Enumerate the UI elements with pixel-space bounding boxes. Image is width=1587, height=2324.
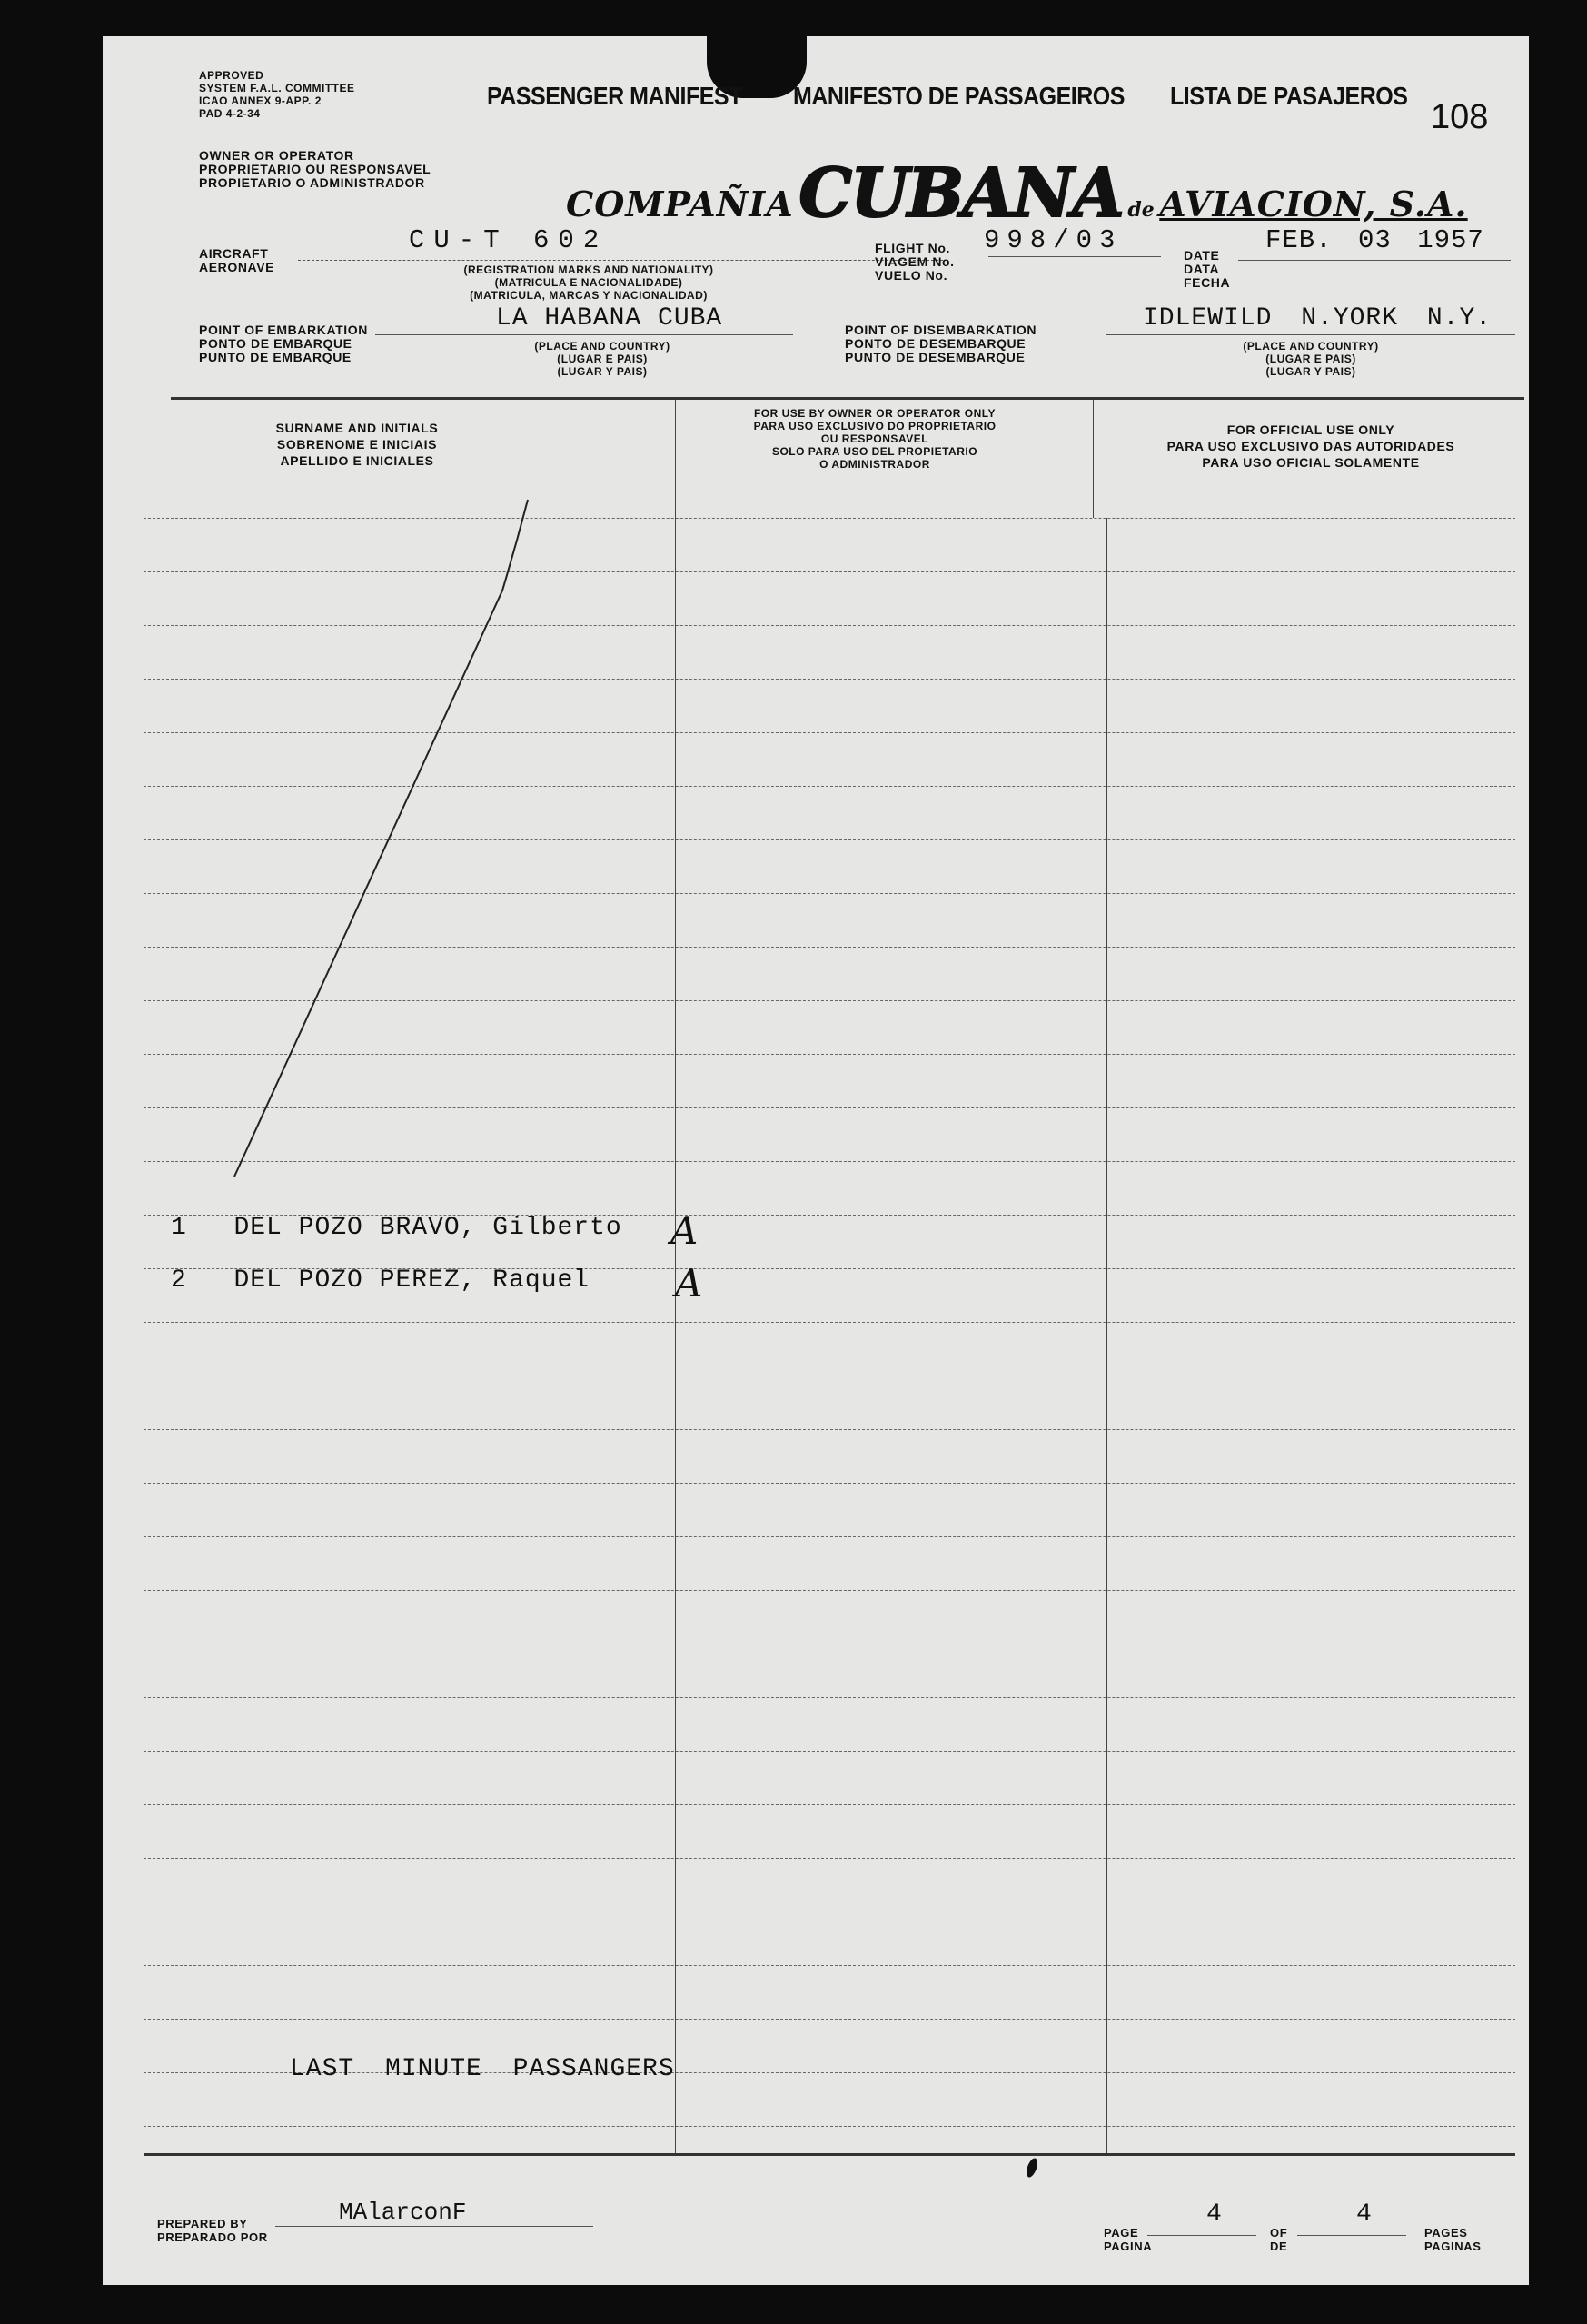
embarkation-label-es: PUNTO DE EMBARQUE [199, 350, 352, 364]
logo-de: de [1127, 198, 1155, 222]
aircraft-sub-2: (MATRICULA E NACIONALIDADE) [494, 276, 683, 289]
passenger-number: 2 [171, 1266, 187, 1295]
page-label-es: PAGINA [1104, 2240, 1153, 2253]
aircraft-sub-1: (REGISTRATION MARKS AND NATIONALITY) [463, 263, 714, 276]
date-label-es: FECHA [1184, 275, 1231, 290]
passenger-name: DEL POZO BRAVO, Gilberto [233, 1214, 622, 1242]
prepared-label-en: PREPARED BY [157, 2217, 248, 2230]
flight-label-pt: VIAGEM No. [875, 254, 955, 269]
logo-compania: COMPAÑIA [566, 184, 794, 224]
last-minute-passengers-note: LAST MINUTE PASSANGERS [290, 2055, 675, 2083]
disembarkation-sub-2: (LUGAR E PAIS) [1265, 353, 1356, 365]
page-number: 108 [1431, 98, 1489, 136]
passenger-mark: A [675, 1261, 703, 1306]
flight-value: 998/03 [984, 225, 1123, 255]
passenger-row [171, 1214, 622, 1242]
embarkation-label-en: POINT OF EMBARKATION [199, 323, 368, 337]
disembarkation-label-es: PUNTO DE DESEMBARQUE [845, 350, 1026, 364]
approval-line-1: APPROVED [199, 69, 264, 82]
flight-label-en: FLIGHT No. [875, 241, 950, 255]
of-value: 4 [1356, 2200, 1373, 2229]
embarkation-sub-3: (LUGAR Y PAIS) [557, 365, 648, 378]
col3-line-1: FOR OFFICIAL USE ONLY [1226, 422, 1395, 437]
of-label-en: OF [1270, 2226, 1288, 2240]
embarkation-value: LA HABANA CUBA [496, 304, 723, 333]
owner-label-en: OWNER OR OPERATOR [199, 148, 354, 163]
prepared-by-value: MAlarconF [339, 2199, 467, 2226]
page-value: 4 [1206, 2200, 1223, 2229]
date-label-pt: DATA [1184, 262, 1220, 276]
manifest-sheet [103, 36, 1529, 2285]
col1-line-1: SURNAME AND INITIALS [275, 421, 439, 435]
date-value: FEB. 03 1957 [1265, 225, 1484, 255]
col1-line-3: APELLIDO E INICIALES [280, 453, 434, 468]
disembarkation-sub-3: (LUGAR Y PAIS) [1265, 365, 1356, 378]
col2-line-4: SOLO PARA USO DEL PROPIETARIO [771, 445, 978, 458]
embarkation-label-pt: PONTO DE EMBARQUE [199, 336, 352, 351]
disembarkation-label-en: POINT OF DISEMBARKATION [845, 323, 1037, 337]
col1-line-2: SOBRENOME E INICIAIS [276, 437, 438, 452]
owner-label-es: PROPIETARIO O ADMINISTRADOR [199, 175, 425, 190]
flight-label-es: VUELO No. [875, 268, 948, 283]
page-label-en: PAGE [1104, 2226, 1139, 2240]
pages-label-en: PAGES [1424, 2226, 1468, 2240]
title-portuguese: MANIFESTO DE PASSAGEIROS [793, 82, 1125, 111]
owner-label-pt: PROPRIETARIO OU RESPONSAVEL [199, 162, 431, 176]
aircraft-label-es: AERONAVE [199, 260, 275, 274]
pages-label-es: PAGINAS [1424, 2240, 1482, 2253]
approval-line-2: SYSTEM F.A.L. COMMITTEE [199, 82, 355, 94]
passenger-name: DEL POZO PEREZ, Raquel [233, 1266, 590, 1295]
of-labels [1270, 2226, 1287, 2253]
date-label-en: DATE [1184, 248, 1220, 263]
title-spanish: LISTA DE PASAJEROS [1170, 82, 1408, 111]
of-label-es: DE [1270, 2240, 1288, 2253]
col2-line-3: OU RESPONSAVEL [820, 432, 929, 445]
col2-line-1: FOR USE BY OWNER OR OPERATOR ONLY [753, 407, 997, 420]
pages-labels [1424, 2226, 1481, 2253]
logo-aviacion: AVIACION, S.A. [1159, 184, 1468, 224]
passenger-mark: A [670, 1208, 699, 1253]
prepared-label-pt: PREPARADO POR [157, 2230, 268, 2244]
passenger-row [171, 1266, 590, 1295]
approval-line-4: PAD 4-2-34 [199, 107, 261, 120]
col3-line-3: PARA USO OFICIAL SOLAMENTE [1202, 455, 1420, 470]
page-labels [1104, 2226, 1152, 2253]
col3-line-2: PARA USO EXCLUSIVO DAS AUTORIDADES [1166, 439, 1455, 453]
embarkation-sub-1: (PLACE AND COUNTRY) [534, 340, 670, 353]
disembarkation-label-pt: PONTO DE DESEMBARQUE [845, 336, 1027, 351]
logo-cubana: CUBANA [798, 154, 1123, 233]
title-english: PASSENGER MANIFEST [487, 82, 742, 111]
disembarkation-value: IDLEWILD N.YORK N.Y. [1143, 304, 1493, 333]
diagonal-strike-line [103, 36, 1529, 2285]
prepared-by-labels [157, 2217, 268, 2244]
embarkation-sub-2: (LUGAR E PAIS) [557, 353, 648, 365]
col2-line-5: O ADMINISTRADOR [819, 458, 930, 471]
aircraft-sub-3: (MATRICULA, MARCAS Y NACIONALIDAD) [470, 289, 708, 302]
disembarkation-sub-1: (PLACE AND COUNTRY) [1243, 340, 1379, 353]
col2-line-2: PARA USO EXCLUSIVO DO PROPRIETARIO [753, 420, 997, 432]
aircraft-value: CU-T 602 [409, 225, 609, 255]
aircraft-label-en: AIRCRAFT [199, 246, 269, 261]
passenger-number: 1 [171, 1214, 187, 1242]
approval-line-3: ICAO ANNEX 9-APP. 2 [199, 94, 322, 107]
